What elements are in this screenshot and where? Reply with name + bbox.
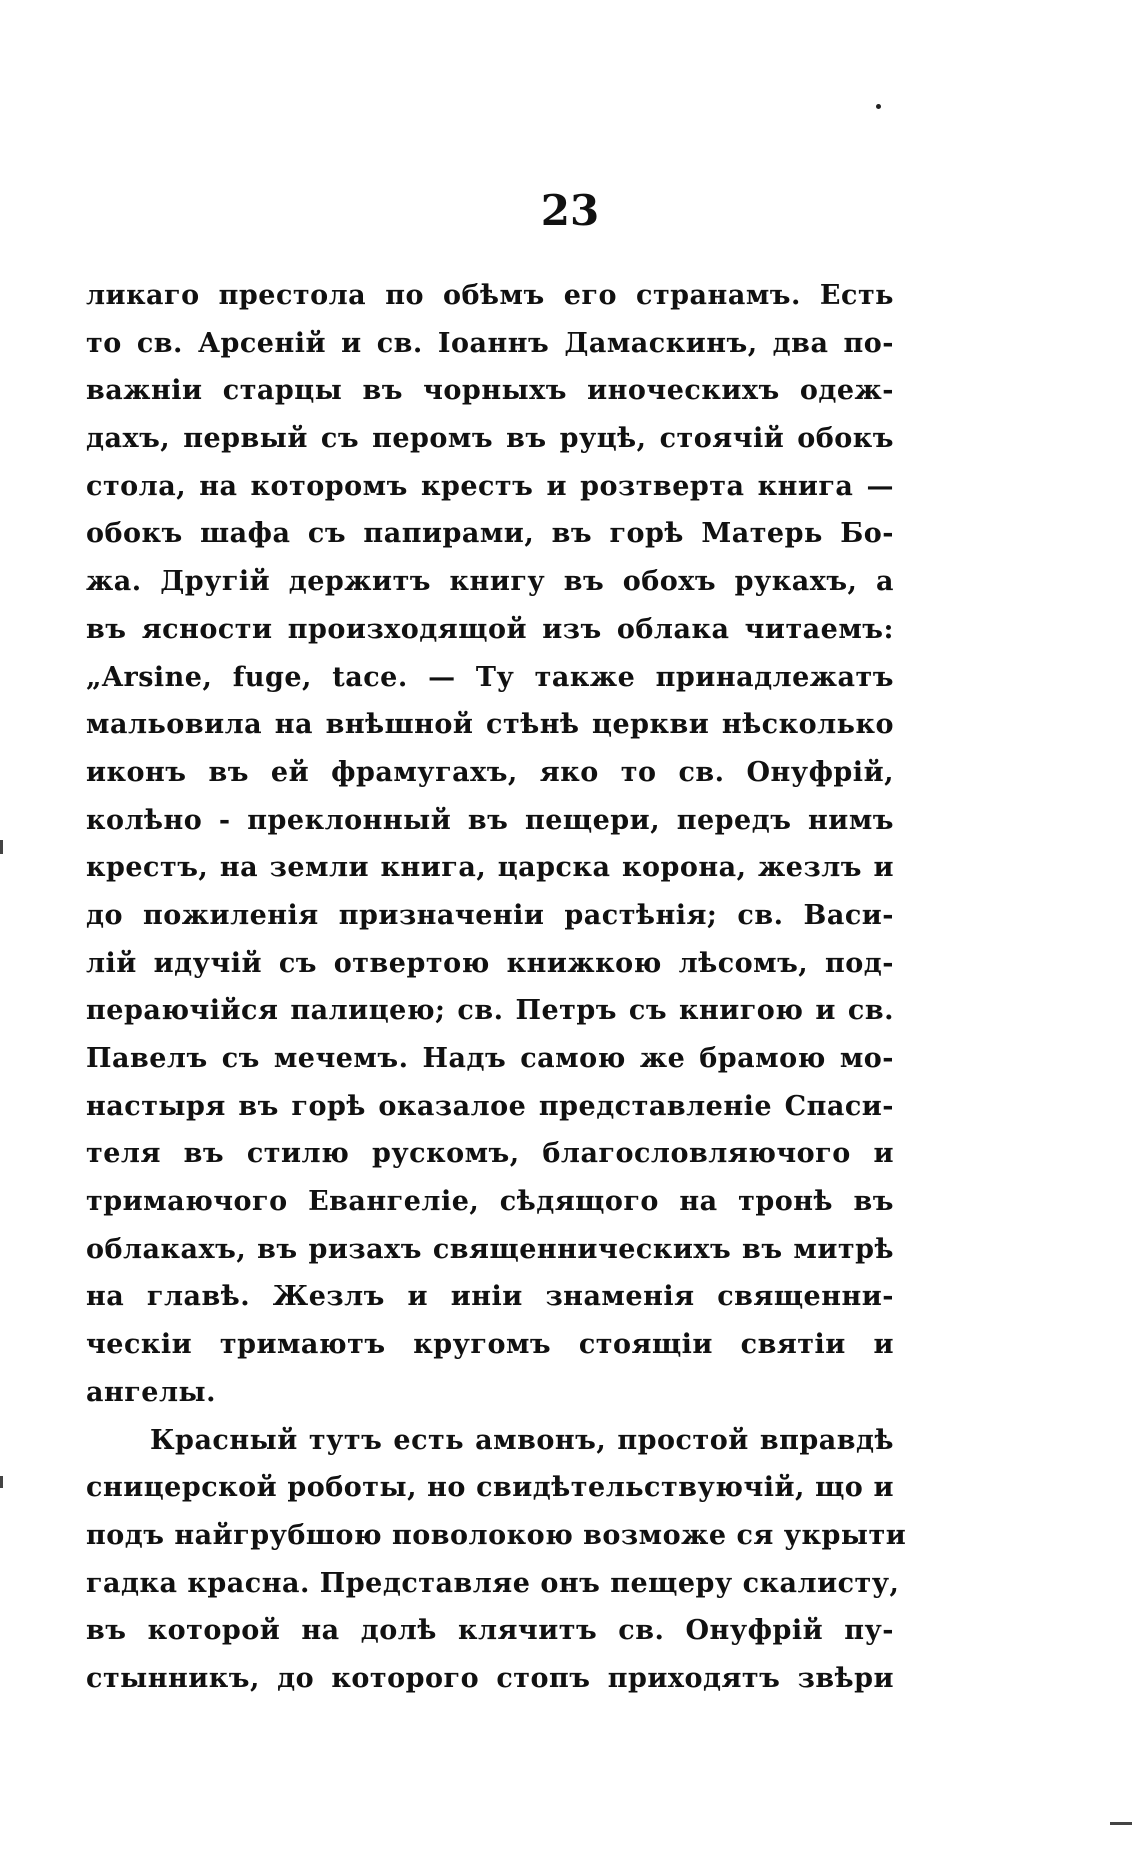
edge-mark (0, 840, 3, 854)
text-line: на главѣ. Жезлъ и иніи знаменія священни- (86, 1281, 894, 1313)
text-line: гадка красна. Представляе онъ пещеру скалисту, (86, 1567, 900, 1599)
text-line: колѣно - преклонный въ пещери, передъ нимъ (86, 804, 894, 836)
text-line: въ ясности произходящой изъ облака читаемъ: (86, 613, 894, 645)
text-line: стола, на которомъ крестъ и розтверта книга — (86, 470, 894, 502)
body-text (86, 272, 907, 1703)
page-number: 23 (540, 186, 600, 235)
text-line: крестъ, на земли книга, царска корона, жезлъ и (86, 852, 894, 884)
text-line: пераючійся палицею; св. Петръ съ книгою и св. (86, 995, 894, 1027)
edge-mark (1110, 1822, 1132, 1825)
text-line: Павелъ съ мечемъ. Надъ самою же брамою мо- (86, 1043, 894, 1074)
text-line: тримаючого Евангеліе, сѣдящого на тронѣ въ (86, 1186, 894, 1218)
text-line: „Arsine, fuge, tace. — Ту также принадлежатъ (86, 661, 894, 693)
text-line: настыря въ горѣ оказалое представленіе Спаси- (86, 1090, 894, 1122)
text-line: стынникъ, до которого стопъ приходятъ звѣри (86, 1662, 894, 1694)
text-line: мальовила на внѣшной стѣнѣ церкви нѣсколько (86, 709, 894, 741)
text-line: ликаго престола по обѣмъ его странамъ. Есть (86, 280, 894, 311)
text-line: подъ найгрубшою поволокою возможе ся укрыти (86, 1519, 907, 1551)
text-line: сницерской роботы, но свидѣтельствуючій, що и (86, 1472, 894, 1504)
text-line: ангелы. (86, 1376, 216, 1408)
text-line: въ которой на долѣ клячитъ св. Онуфрій пу- (86, 1615, 894, 1647)
text-line: жа. Другій держитъ книгу въ обохъ рукахъ, а (86, 566, 894, 598)
text-line: ческіи тримаютъ кругомъ стоящіи святіи и (86, 1329, 894, 1361)
text-line: облакахъ, въ ризахъ священническихъ въ митрѣ (86, 1233, 894, 1265)
text-line: лій идучій съ отвертою книжкою лѣсомъ, под- (86, 947, 894, 979)
ink-speck (876, 104, 881, 109)
text-line: теля въ стилю рускомъ, благословляючого и (86, 1138, 894, 1170)
text-line: иконъ въ ей фрамугахъ, яко то св. Онуфрій, (86, 756, 894, 788)
text-line: то св. Арсеній и св. Іоаннъ Дамаскинъ, два по- (86, 327, 894, 359)
edge-mark (0, 1476, 3, 1488)
text-line: важніи старцы въ чорныхъ иноческихъ одеж- (86, 375, 894, 407)
text-line: дахъ, первый съ перомъ въ руцѣ, стоячій обокъ (86, 423, 894, 455)
text-line: до пожиленія призначеніи растѣнія; св. Васи- (86, 899, 894, 931)
paragraph-first-line: Красный тутъ есть амвонъ, простой вправдѣ (150, 1424, 894, 1456)
text-line: обокъ шафа съ папирами, въ горѣ Матерь Бо- (86, 518, 894, 550)
